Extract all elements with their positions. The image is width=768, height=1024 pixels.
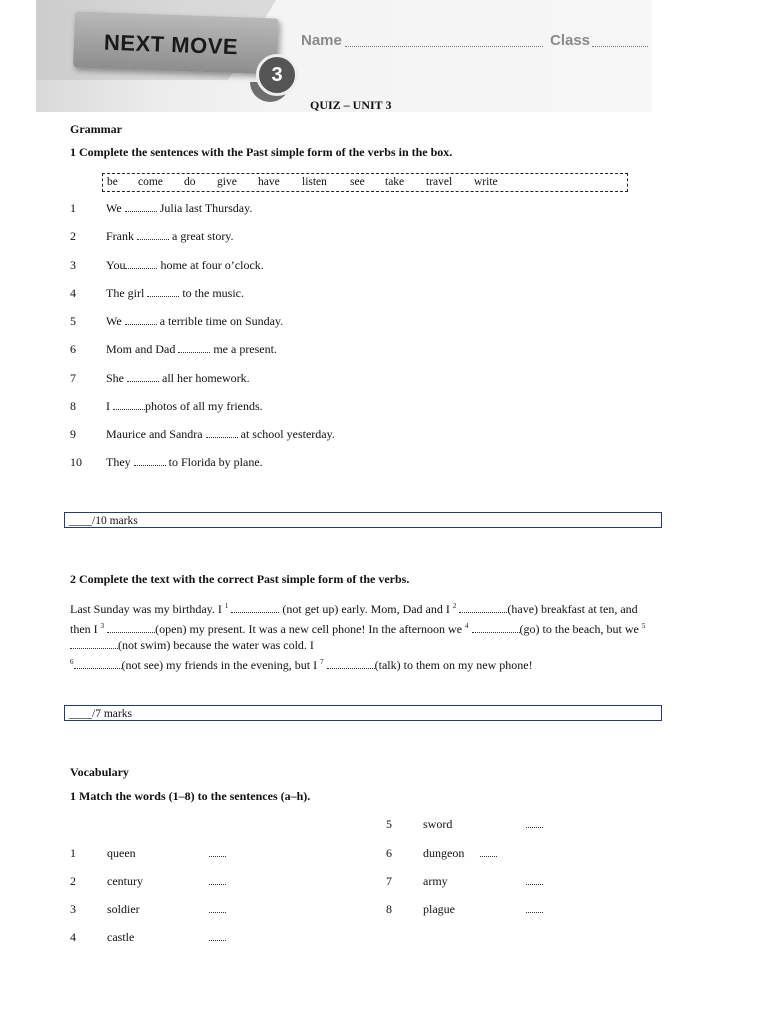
grammar-ex1-instruction: 1 Complete the sentences with the Past simple form of the verbs in the box. bbox=[70, 145, 453, 159]
ex2-answer-blank[interactable] bbox=[231, 602, 279, 613]
ex2-gap-number: 4 bbox=[465, 621, 469, 630]
ex1-item-number: 9 bbox=[70, 427, 76, 441]
ex2-text: (open) my present. It was a new cell phone! In the afternoon we bbox=[155, 621, 463, 636]
vocab-item-number: 7 bbox=[386, 874, 392, 888]
ex1-item bbox=[70, 427, 335, 442]
vocab-item-word: castle bbox=[107, 930, 135, 944]
ex2-gap-number: 2 bbox=[452, 602, 457, 610]
ex1-item-before: They bbox=[106, 455, 131, 469]
ex2-text: (talk) to them on my new phone! bbox=[374, 657, 533, 672]
ex1-item bbox=[70, 399, 263, 414]
ex1-answer-blank[interactable] bbox=[134, 455, 166, 466]
vocab-answer-blank[interactable] bbox=[209, 902, 226, 913]
ex1-item-after: a great story. bbox=[172, 229, 234, 243]
ex2-answer-blank[interactable] bbox=[74, 658, 122, 669]
ex1-item-number: 1 bbox=[70, 201, 76, 215]
ex1-answer-blank[interactable] bbox=[127, 371, 159, 382]
vocab-item-word: sword bbox=[423, 817, 453, 831]
vocab-item-number: 8 bbox=[386, 902, 392, 916]
grammar-heading: Grammar bbox=[70, 122, 122, 136]
ex1-marks-box: ____/10 marks bbox=[64, 512, 662, 528]
ex1-item-after: all her homework. bbox=[162, 371, 250, 385]
verb-box-word: take bbox=[385, 176, 405, 188]
vocab-answer-blank[interactable] bbox=[526, 902, 543, 913]
verb-box-word: come bbox=[138, 176, 163, 188]
ex1-item-after: at school yesterday. bbox=[240, 427, 335, 441]
vocab-item bbox=[70, 902, 226, 917]
ex2-answer-blank[interactable] bbox=[472, 622, 520, 633]
ex1-item-number: 4 bbox=[70, 286, 76, 300]
ex2-gap-number: 5 bbox=[641, 621, 646, 630]
ex1-item-before: I bbox=[106, 399, 110, 413]
vocab-item-word: dungeon bbox=[423, 846, 465, 860]
ex1-answer-blank[interactable] bbox=[125, 314, 157, 325]
ex1-item bbox=[70, 371, 250, 386]
vocab-item-number: 1 bbox=[70, 846, 76, 860]
vocab-item bbox=[386, 874, 543, 889]
grammar-ex2-instruction: 2 Complete the text with the correct Past simple form of the verbs. bbox=[70, 572, 410, 586]
ex1-item-number: 8 bbox=[70, 399, 76, 413]
vocab-item-number: 4 bbox=[70, 930, 76, 944]
vocab-item-number: 3 bbox=[70, 902, 76, 916]
vocab-item bbox=[70, 846, 226, 861]
name-field[interactable] bbox=[345, 46, 543, 47]
vocab-item-word: plague bbox=[423, 902, 455, 916]
ex1-item-after: to the music. bbox=[182, 286, 244, 300]
verb-box-word: give bbox=[217, 176, 237, 188]
vocab-answer-blank[interactable] bbox=[480, 846, 497, 857]
logo-number-badge: 3 bbox=[256, 54, 298, 96]
ex1-item-before: The girl bbox=[106, 286, 145, 300]
name-label: Name bbox=[301, 32, 342, 49]
ex1-item bbox=[70, 229, 234, 244]
ex1-item-number: 3 bbox=[70, 258, 76, 272]
ex1-item-number: 2 bbox=[70, 229, 76, 243]
ex2-text: (not see) my friends in the evening, but I bbox=[121, 657, 318, 672]
vocab-item bbox=[70, 874, 226, 889]
logo-text: NEXT MOVE bbox=[103, 29, 239, 60]
ex2-gap-number: 6 bbox=[70, 657, 74, 666]
ex2-answer-blank[interactable] bbox=[70, 638, 118, 649]
verb-box bbox=[102, 173, 628, 192]
ex2-text: (not swim) because the water was cold. I bbox=[118, 638, 314, 652]
ex1-item-after: me a present. bbox=[213, 342, 277, 356]
vocab-item-word: soldier bbox=[107, 902, 140, 916]
ex1-item bbox=[70, 201, 252, 216]
ex1-item-before: Maurice and Sandra bbox=[106, 427, 203, 441]
ex1-item-after: to Florida by plane. bbox=[168, 455, 263, 469]
ex1-answer-blank[interactable] bbox=[206, 427, 238, 438]
vocab-answer-blank[interactable] bbox=[526, 874, 543, 885]
ex1-item-before: Mom and Dad bbox=[106, 342, 176, 356]
ex2-gap-number: 3 bbox=[100, 621, 105, 630]
ex2-marks-box: ____/7 marks bbox=[64, 705, 662, 721]
ex1-answer-blank[interactable] bbox=[125, 258, 157, 269]
ex2-answer-blank[interactable] bbox=[459, 602, 507, 613]
vocab-answer-blank[interactable] bbox=[209, 930, 226, 941]
ex2-answer-blank[interactable] bbox=[327, 658, 375, 669]
verb-box-word: have bbox=[258, 176, 280, 188]
ex2-gap-number: 7 bbox=[320, 657, 324, 666]
vocab-item bbox=[70, 930, 226, 945]
ex1-answer-blank[interactable] bbox=[147, 286, 179, 297]
ex1-item-after: home at four o’clock. bbox=[160, 258, 264, 272]
ex1-item bbox=[70, 286, 244, 301]
vocab-answer-blank[interactable] bbox=[526, 817, 543, 828]
ex1-item bbox=[70, 342, 277, 357]
ex1-item-before: She bbox=[106, 371, 124, 385]
ex2-text: Last Sunday was my birthday. I bbox=[70, 602, 222, 616]
ex2-text: (not get up) early. Mom, Dad and I bbox=[282, 602, 450, 616]
vocabulary-instruction: 1 Match the words (1–8) to the sentences (a–h). bbox=[70, 789, 311, 803]
vocab-item bbox=[386, 817, 543, 832]
vocab-item-word: century bbox=[107, 874, 143, 888]
ex1-item-before: Frank bbox=[106, 229, 134, 243]
class-field[interactable] bbox=[592, 46, 648, 47]
ex1-item bbox=[70, 455, 263, 470]
quiz-title: QUIZ – UNIT 3 bbox=[310, 98, 392, 112]
vocabulary-heading: Vocabulary bbox=[70, 765, 129, 779]
ex1-item-after: photos of all my friends. bbox=[145, 399, 263, 413]
verb-box-word: travel bbox=[426, 176, 453, 188]
verb-box-word: write bbox=[474, 176, 498, 188]
ex1-item-number: 7 bbox=[70, 371, 76, 385]
ex1-answer-blank[interactable] bbox=[137, 229, 169, 240]
vocab-answer-blank[interactable] bbox=[209, 874, 226, 885]
vocab-item-word: queen bbox=[107, 846, 136, 860]
vocab-item-number: 2 bbox=[70, 874, 76, 888]
ex1-answer-blank[interactable] bbox=[113, 399, 145, 410]
verb-box-word: be bbox=[107, 176, 118, 188]
ex1-item-before: We bbox=[106, 314, 122, 328]
ex2-text: (go) to the beach, but we bbox=[519, 621, 639, 636]
vocab-item bbox=[386, 902, 543, 917]
ex1-answer-blank[interactable] bbox=[178, 342, 210, 353]
vocab-item-word: army bbox=[423, 874, 448, 888]
ex1-item-after: Julia last Thursday. bbox=[159, 201, 253, 215]
vocab-item-number: 6 bbox=[386, 846, 392, 860]
ex2-text: (have) breakfast at ten, and then I bbox=[70, 602, 638, 636]
vocab-item bbox=[386, 846, 497, 861]
ex1-item-before: We bbox=[106, 201, 122, 215]
verb-box-word: do bbox=[184, 176, 196, 188]
ex1-item-number: 5 bbox=[70, 314, 76, 328]
ex1-item-number: 10 bbox=[70, 455, 82, 469]
ex1-item-after: a terrible time on Sunday. bbox=[159, 314, 284, 328]
ex1-item-number: 6 bbox=[70, 342, 76, 356]
vocab-item-number: 5 bbox=[386, 817, 392, 831]
ex2-paragraph bbox=[70, 598, 660, 673]
ex1-item bbox=[70, 314, 283, 329]
class-label: Class bbox=[550, 32, 591, 49]
verb-box-word: listen bbox=[302, 176, 327, 188]
vocab-answer-blank[interactable] bbox=[209, 846, 226, 857]
ex2-answer-blank[interactable] bbox=[107, 622, 155, 633]
ex1-answer-blank[interactable] bbox=[125, 201, 157, 212]
ex1-item bbox=[70, 258, 264, 273]
ex2-gap-number: 1 bbox=[224, 602, 229, 610]
ex1-item-before: You bbox=[106, 258, 126, 272]
verb-box-word: see bbox=[350, 176, 365, 188]
